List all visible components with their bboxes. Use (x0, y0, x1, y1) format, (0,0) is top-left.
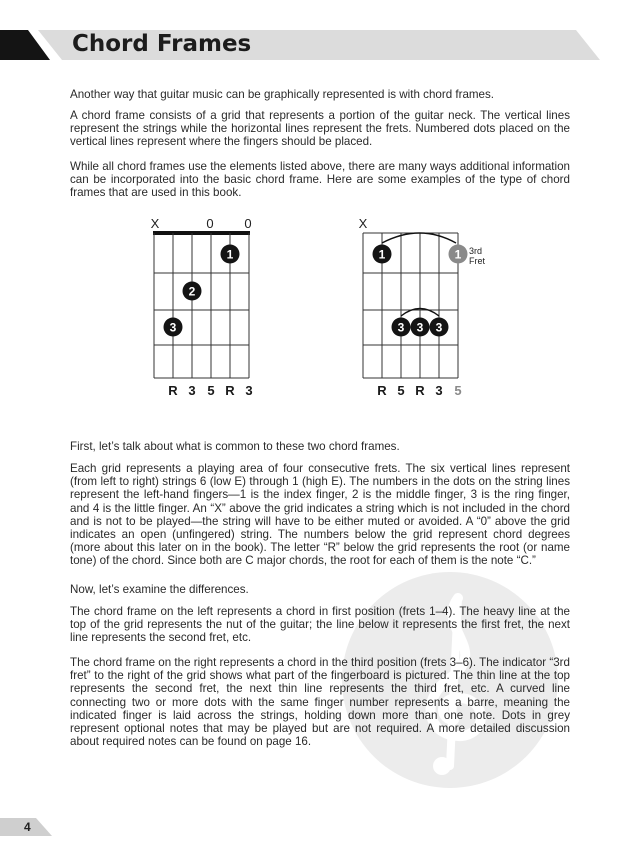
finger-number: 2 (188, 284, 196, 299)
finger-dot (183, 282, 202, 301)
chord-frame-right (359, 216, 486, 398)
finger-number: 1 (226, 247, 234, 262)
fret-indicator: 3rd (469, 246, 483, 256)
optional-finger-dot (449, 245, 468, 264)
paragraph-grid-explained: Each grid represents a playing area of four consecutive frets. The six vertical lines represent (from left to right) strings 6 (low E) through 1 (high E). The numbers in the dots on the string lines represent the left-hand fingers—1 is the index finger, 2 is the middle finger, 3 is the ring finger, and 4 is the little finger. An “X” above the grid indicates a string which is not included in the chord and is not to be played—the string will have to be either muted or avoided. A “0” above the grid indicates an open (unfingered) string. The numbers below the grid represent chord degrees (more about this later on in the book). The letter “R” below the grid represents the root (or name tone) of the chord. Since both are C major chords, the root for each of them is the note “C.” (70, 462, 570, 568)
finger-dot (392, 318, 411, 337)
finger-number: 3 (416, 320, 424, 335)
paragraph-right-frame: The chord frame on the right represents a chord in the third position (frets 3–6). The indicator “3rd fret” to the right of the grid shows what part of the fingerboard is pictured. The thin line at the top represents the second fret, the next thin line represents the third fret, etc. A curved line connecting two or more dots with the same finger number represents a barre, meaning the indicated finger is laid across the strings, holding down more than one note. Dots in grey represent optional notes that may be played but are not required. A more detailed discussion about required notes can be found on page 16. (70, 656, 570, 749)
finger-number: 3 (169, 320, 177, 335)
chord-frames (0, 205, 640, 405)
finger-number: 3 (397, 320, 405, 335)
degree-label: 5 (397, 383, 405, 398)
finger-dot (221, 245, 240, 264)
nut-line (153, 231, 250, 235)
paragraph-definition: A chord frame consists of a grid that represents a portion of the guitar neck. The vertical lines represent the strings while the horizontal lines represent the frets. Numbered dots placed on the vertical lines represent where the fingers should be placed. (70, 109, 570, 149)
paragraph-left-frame: The chord frame on the left represents a chord in first position (frets 1–4). The heavy line at the top of the grid represents the nut of the guitar; the line below it represents the first fret, the next line represents the second fret, etc. (70, 605, 570, 645)
degree-label: 5 (207, 383, 215, 398)
paragraph-differences: Now, let’s examine the differences. (70, 583, 249, 596)
page-title: Chord Frames (72, 31, 252, 57)
paragraph-common: First, let’s talk about what is common to these two chord frames. (70, 440, 400, 453)
finger-number: 1 (454, 247, 462, 262)
mute-mark: X (150, 216, 160, 231)
finger-dot (373, 245, 392, 264)
open-mark: 0 (206, 216, 214, 231)
paragraph-intro: Another way that guitar music can be graphically represented is with chord frames. (70, 88, 495, 101)
degree-label: 3 (188, 383, 196, 398)
degree-label: 3 (435, 383, 443, 398)
optional-degree-label: 5 (454, 383, 462, 398)
open-mark: 0 (244, 216, 252, 231)
degree-label: 3 (245, 383, 253, 398)
finger-dot (411, 318, 430, 337)
degree-label: R (377, 383, 387, 398)
paragraph-examples: While all chord frames use the elements listed above, there are many ways additional information can be incorporated into the basic chord frame. Here are some examples of the type of chord frames that are used in this book. (70, 160, 570, 200)
fret-indicator: Fret (469, 256, 486, 266)
mute-mark: X (358, 216, 368, 231)
finger-dot (430, 318, 449, 337)
degree-label: R (168, 383, 178, 398)
degree-label: R (415, 383, 425, 398)
degree-label: R (225, 383, 235, 398)
finger-dot (164, 318, 183, 337)
page-number: 4 (24, 820, 31, 834)
chord-frame-left (151, 216, 253, 398)
finger-number: 3 (435, 320, 443, 335)
barre-arc (382, 233, 456, 243)
finger-number: 1 (378, 247, 386, 262)
